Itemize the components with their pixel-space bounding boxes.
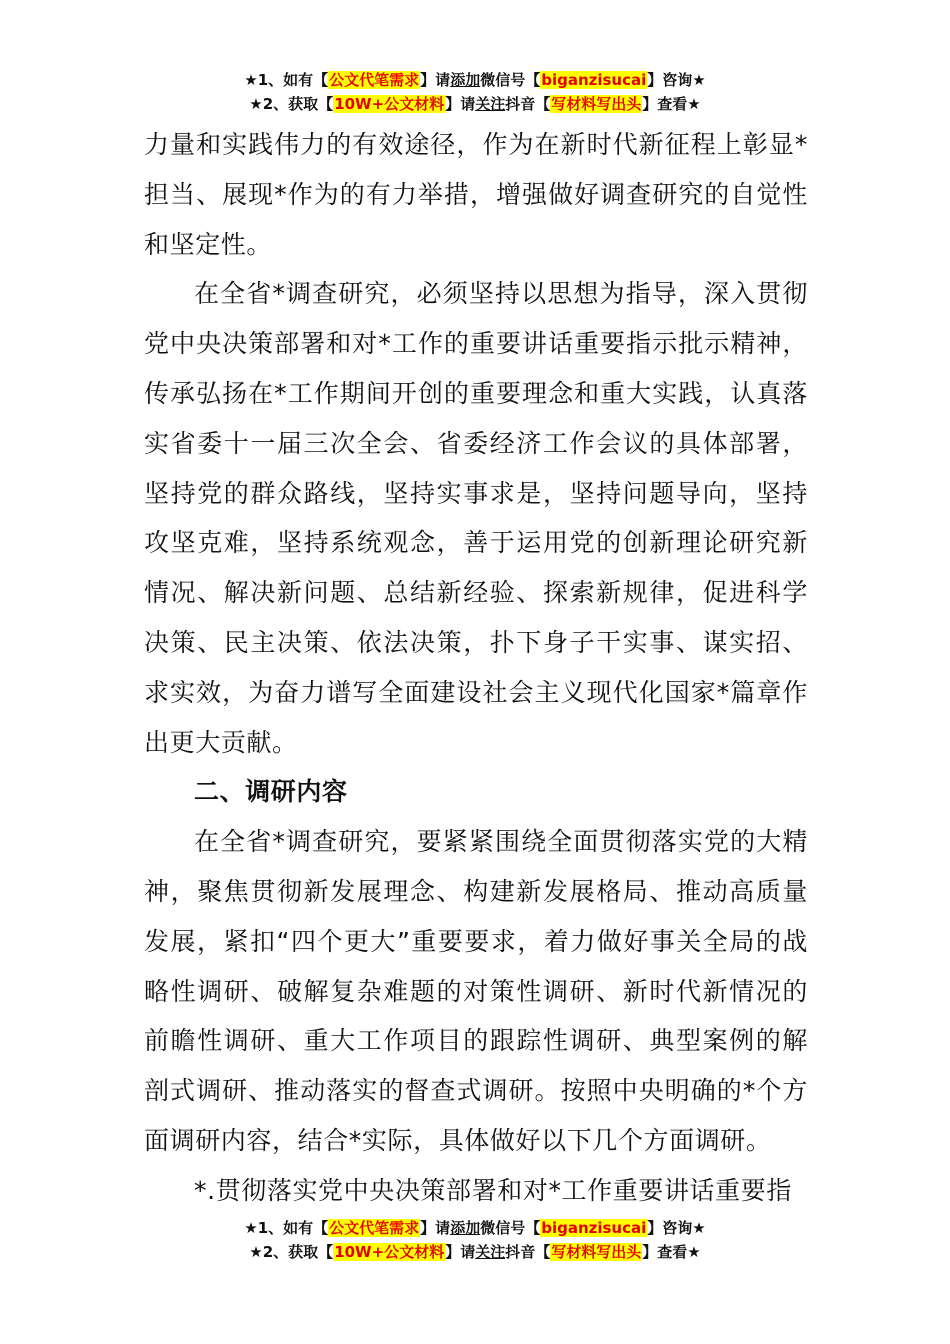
promo-line-2 (0, 92, 950, 116)
promo-underline: 关注 (475, 95, 506, 113)
body-paragraph: 在全省*调查研究，要紧紧围绕全面贯彻落实党的大精神，聚焦贯彻新发展理念、构建新发展格局、推动高质量发展，紧扣“四个更大”重要要求，着力做好事关全局的战略性调研、破解复杂难题的对策性调研、新时代新情况的前瞻性调研、重大工作项目的跟踪性调研、典型案例的解剖式调研、推动落实的督查式调研。按照中央明确的*个方面调研内容，结合*实际，具体做好以下几个方面调研。 (144, 827, 808, 1155)
promo-text: ★1、如有【 (244, 1219, 329, 1237)
promo-text: 】咨询★ (647, 1219, 706, 1237)
promo-text: 】请 (420, 1219, 451, 1237)
section-heading: 二、调研内容 (194, 777, 348, 807)
promo-text: 微信号【 (480, 1219, 541, 1237)
promo-text: ★2、获取【 (249, 1243, 334, 1261)
promo-text: ★2、获取【 (249, 95, 334, 113)
body-paragraph: *.贯彻落实党中央决策部署和对*工作重要讲话重要指 (194, 1175, 792, 1205)
promo-text: 】查看★ (642, 1243, 701, 1261)
promo-text: 抖音【 (505, 1243, 551, 1261)
promo-highlight: 公文代笔需求 (329, 71, 420, 89)
promo-highlight: biganzisucai (541, 71, 647, 89)
promo-underline: 添加 (450, 1219, 481, 1237)
promo-highlight: biganzisucai (541, 1219, 647, 1237)
promo-highlight: 公文代笔需求 (329, 1219, 420, 1237)
promo-highlight: 10W+公文材料 (334, 95, 445, 113)
promo-underline: 关注 (475, 1243, 506, 1261)
promo-text: 】请 (445, 95, 476, 113)
promo-highlight: 写材料写出头 (551, 95, 642, 113)
promo-text: 】咨询★ (647, 71, 706, 89)
promo-header (0, 68, 950, 116)
promo-underline: 添加 (450, 71, 481, 89)
promo-text: 抖音【 (505, 95, 551, 113)
promo-line-2 (0, 1240, 950, 1264)
promo-line-1 (0, 68, 950, 92)
promo-footer (0, 1216, 950, 1264)
promo-highlight: 10W+公文材料 (334, 1243, 445, 1261)
promo-highlight: 写材料写出头 (551, 1243, 642, 1261)
promo-text: ★1、如有【 (244, 71, 329, 89)
promo-text: 微信号【 (480, 71, 541, 89)
promo-text: 】请 (420, 71, 451, 89)
document-body (144, 120, 808, 1216)
promo-line-1 (0, 1216, 950, 1240)
promo-text: 】请 (445, 1243, 476, 1261)
body-paragraph: 在全省*调查研究，必须坚持以思想为指导，深入贯彻党中央决策部署和对*工作的重要讲话重要指示批示精神，传承弘扬在*工作期间开创的重要理念和重大实践，认真落实省委十一届三次全会、省委经济工作会议的具体部署，坚持党的群众路线，坚持实事求是，坚持问题导向，坚持攻坚克难，坚持系统观念，善于运用党的创新理论研究新情况、解决新问题、总结新经验、探索新规律，促进科学决策、民主决策、依法决策，扑下身子干实事、谋实招、求实效，为奋力谱写全面建设社会主义现代化国家*篇章作出更大贡献。 (144, 279, 808, 757)
promo-text: 】查看★ (642, 95, 701, 113)
body-paragraph: 力量和实践伟力的有效途径，作为在新时代新征程上彰显*担当、展现*作为的有力举措，增强做好调查研究的自觉性和坚定性。 (144, 130, 808, 259)
